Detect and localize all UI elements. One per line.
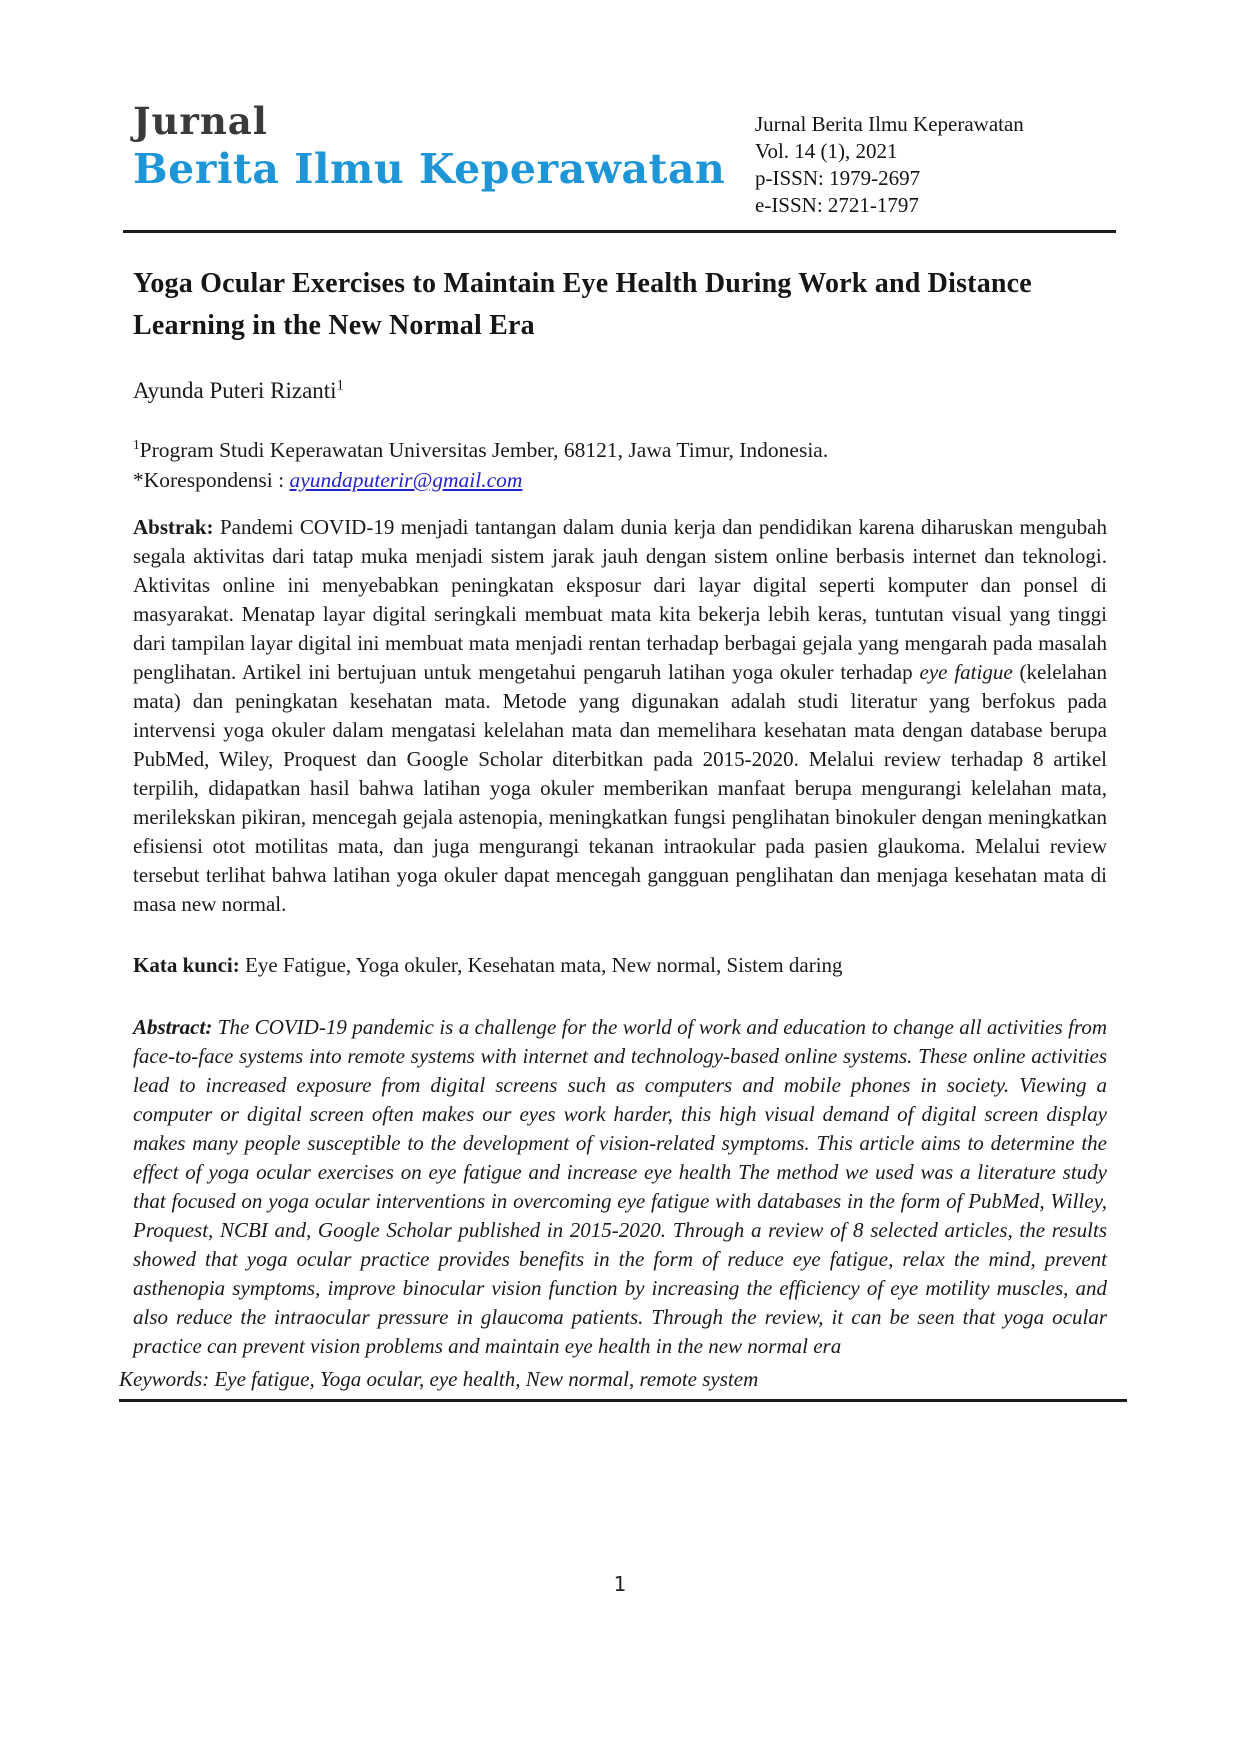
affiliation-line xyxy=(133,435,1107,465)
abstract-id-text-2: (kelelahan mata) dan peningkatan kesehatan mata. Metode yang digunakan adalah studi literatur yang berfokus pada intervensi yoga okuler dalam mengatasi kelelahan mata dan memelihara kesehatan mata dengan database berupa PubMed, Wiley, Proquest dan Google Scholar diterbitkan pada 2015-2020. Melalui review terhadap 8 artikel terpilih, didapatkan hasil bahwa latihan yoga okuler memberikan manfaat berupa mengurangi kelelahan mata, merilekskan pikiran, mencegah gejala astenopia, meningkatkan fungsi penglihatan binokuler dengan meningkatkan efisiensi otot motilitas mata, dan juga mengurangi tekanan intraokular pada pasien glaukoma. Melalui review tersebut terlihat bahwa latihan yoga okuler dapat mencegah gangguan penglihatan dan menjaga kesehatan mata di masa new normal. xyxy=(133,660,1107,916)
correspondence-line xyxy=(133,465,1107,495)
journal-info-name: Jurnal Berita Ilmu Keperawatan xyxy=(755,112,1024,136)
journal-info-volume: Vol. 14 (1), 2021 xyxy=(755,139,898,163)
keywords-en-line xyxy=(119,1365,1127,1402)
author-name: Ayunda Puteri Rizanti xyxy=(133,378,337,403)
keywords-id-line xyxy=(133,951,1107,980)
journal-info-eissn: e-ISSN: 2721-1797 xyxy=(755,193,919,217)
affiliation-block xyxy=(133,435,1107,495)
author-line xyxy=(133,378,1107,404)
journal-info-block xyxy=(755,111,1107,219)
abstract-en-label: Abstract: xyxy=(133,1015,213,1039)
abstract-id-italic-phrase: eye fatigue xyxy=(919,660,1013,684)
author-superscript: 1 xyxy=(336,377,344,394)
page-number: 1 xyxy=(613,1572,627,1596)
journal-info-pissn: p-ISSN: 1979-2697 xyxy=(755,166,921,190)
journal-logo-line2: Berita Ilmu Keperawatan xyxy=(133,145,726,193)
affiliation-superscript: 1 xyxy=(133,436,140,452)
affiliation-text: Program Studi Keperawatan Universitas Jember, 68121, Jawa Timur, Indonesia. xyxy=(139,438,829,462)
correspondence-label: *Korespondensi : xyxy=(133,468,290,492)
keywords-en-text: Keywords: Eye fatigue, Yoga ocular, eye health, New normal, remote system xyxy=(119,1367,759,1391)
masthead-divider xyxy=(123,230,1116,233)
abstract-id-text-1: Pandemi COVID-19 menjadi tantangan dalam dunia kerja dan pendidikan karena diharuskan mengubah segala aktivitas dari tatap muka menjadi sistem jarak jauh dengan sistem online berbasis internet dan teknologi. Aktivitas online ini menyebabkan peningkatan eksposur dari layar digital seperti komputer dan ponsel di masyarakat. Menatap layar digital seringkali membuat mata kita bekerja lebih keras, tuntutan visual yang tinggi dari tampilan layar digital ini membuat mata menjadi rentan terhadap berbagai gejala yang mengarah pada masalah penglihatan. Artikel ini bertujuan untuk mengetahui pengaruh latihan yoga okuler terhadap xyxy=(133,515,1107,684)
keywords-id-label: Kata kunci: xyxy=(133,953,240,977)
article-title: Yoga Ocular Exercises to Maintain Eye Health During Work and Distance Learning in the New Normal Era xyxy=(133,268,1032,341)
journal-masthead xyxy=(133,95,1107,222)
abstract-id-paragraph xyxy=(133,513,1107,919)
journal-logo-line1: Jurnal xyxy=(133,99,268,143)
abstract-en-paragraph xyxy=(133,1013,1107,1361)
abstract-en-text: The COVID-19 pandemic is a challenge for the world of work and education to change all activities from face-to-face systems into remote systems with internet and technology-based online systems. These online activities lead to increased exposure from digital screens such as computers and mobile phones in society. Viewing a computer or digital screen often makes our eyes work harder, this high visual demand of digital screen display makes many people susceptible to the development of vision-related symptoms. This article aims to determine the effect of yoga ocular exercises on eye fatigue and increase eye health The method we used was a literature study that focused on yoga ocular interventions in overcoming eye fatigue with databases in the form of PubMed, Willey, Proquest, NCBI and, Google Scholar published in 2015-2020. Through a review of 8 selected articles, the results showed that yoga ocular practice provides benefits in the form of reduce eye fatigue, relax the mind, prevent asthenopia symptoms, improve binocular vision function by increasing the efficiency of eye motility muscles, and also reduce the intraocular pressure in glaucoma patients. Through the review, it can be seen that yoga ocular practice can prevent vision problems and maintain eye health in the new normal era xyxy=(133,1015,1107,1358)
keywords-id-text: Eye Fatigue, Yoga okuler, Kesehatan mata, New normal, Sistem daring xyxy=(239,953,843,977)
abstract-id-label: Abstrak: xyxy=(133,515,214,539)
correspondence-email-link[interactable]: ayundaputerir@gmail.com xyxy=(289,468,523,492)
journal-logo xyxy=(133,99,726,193)
